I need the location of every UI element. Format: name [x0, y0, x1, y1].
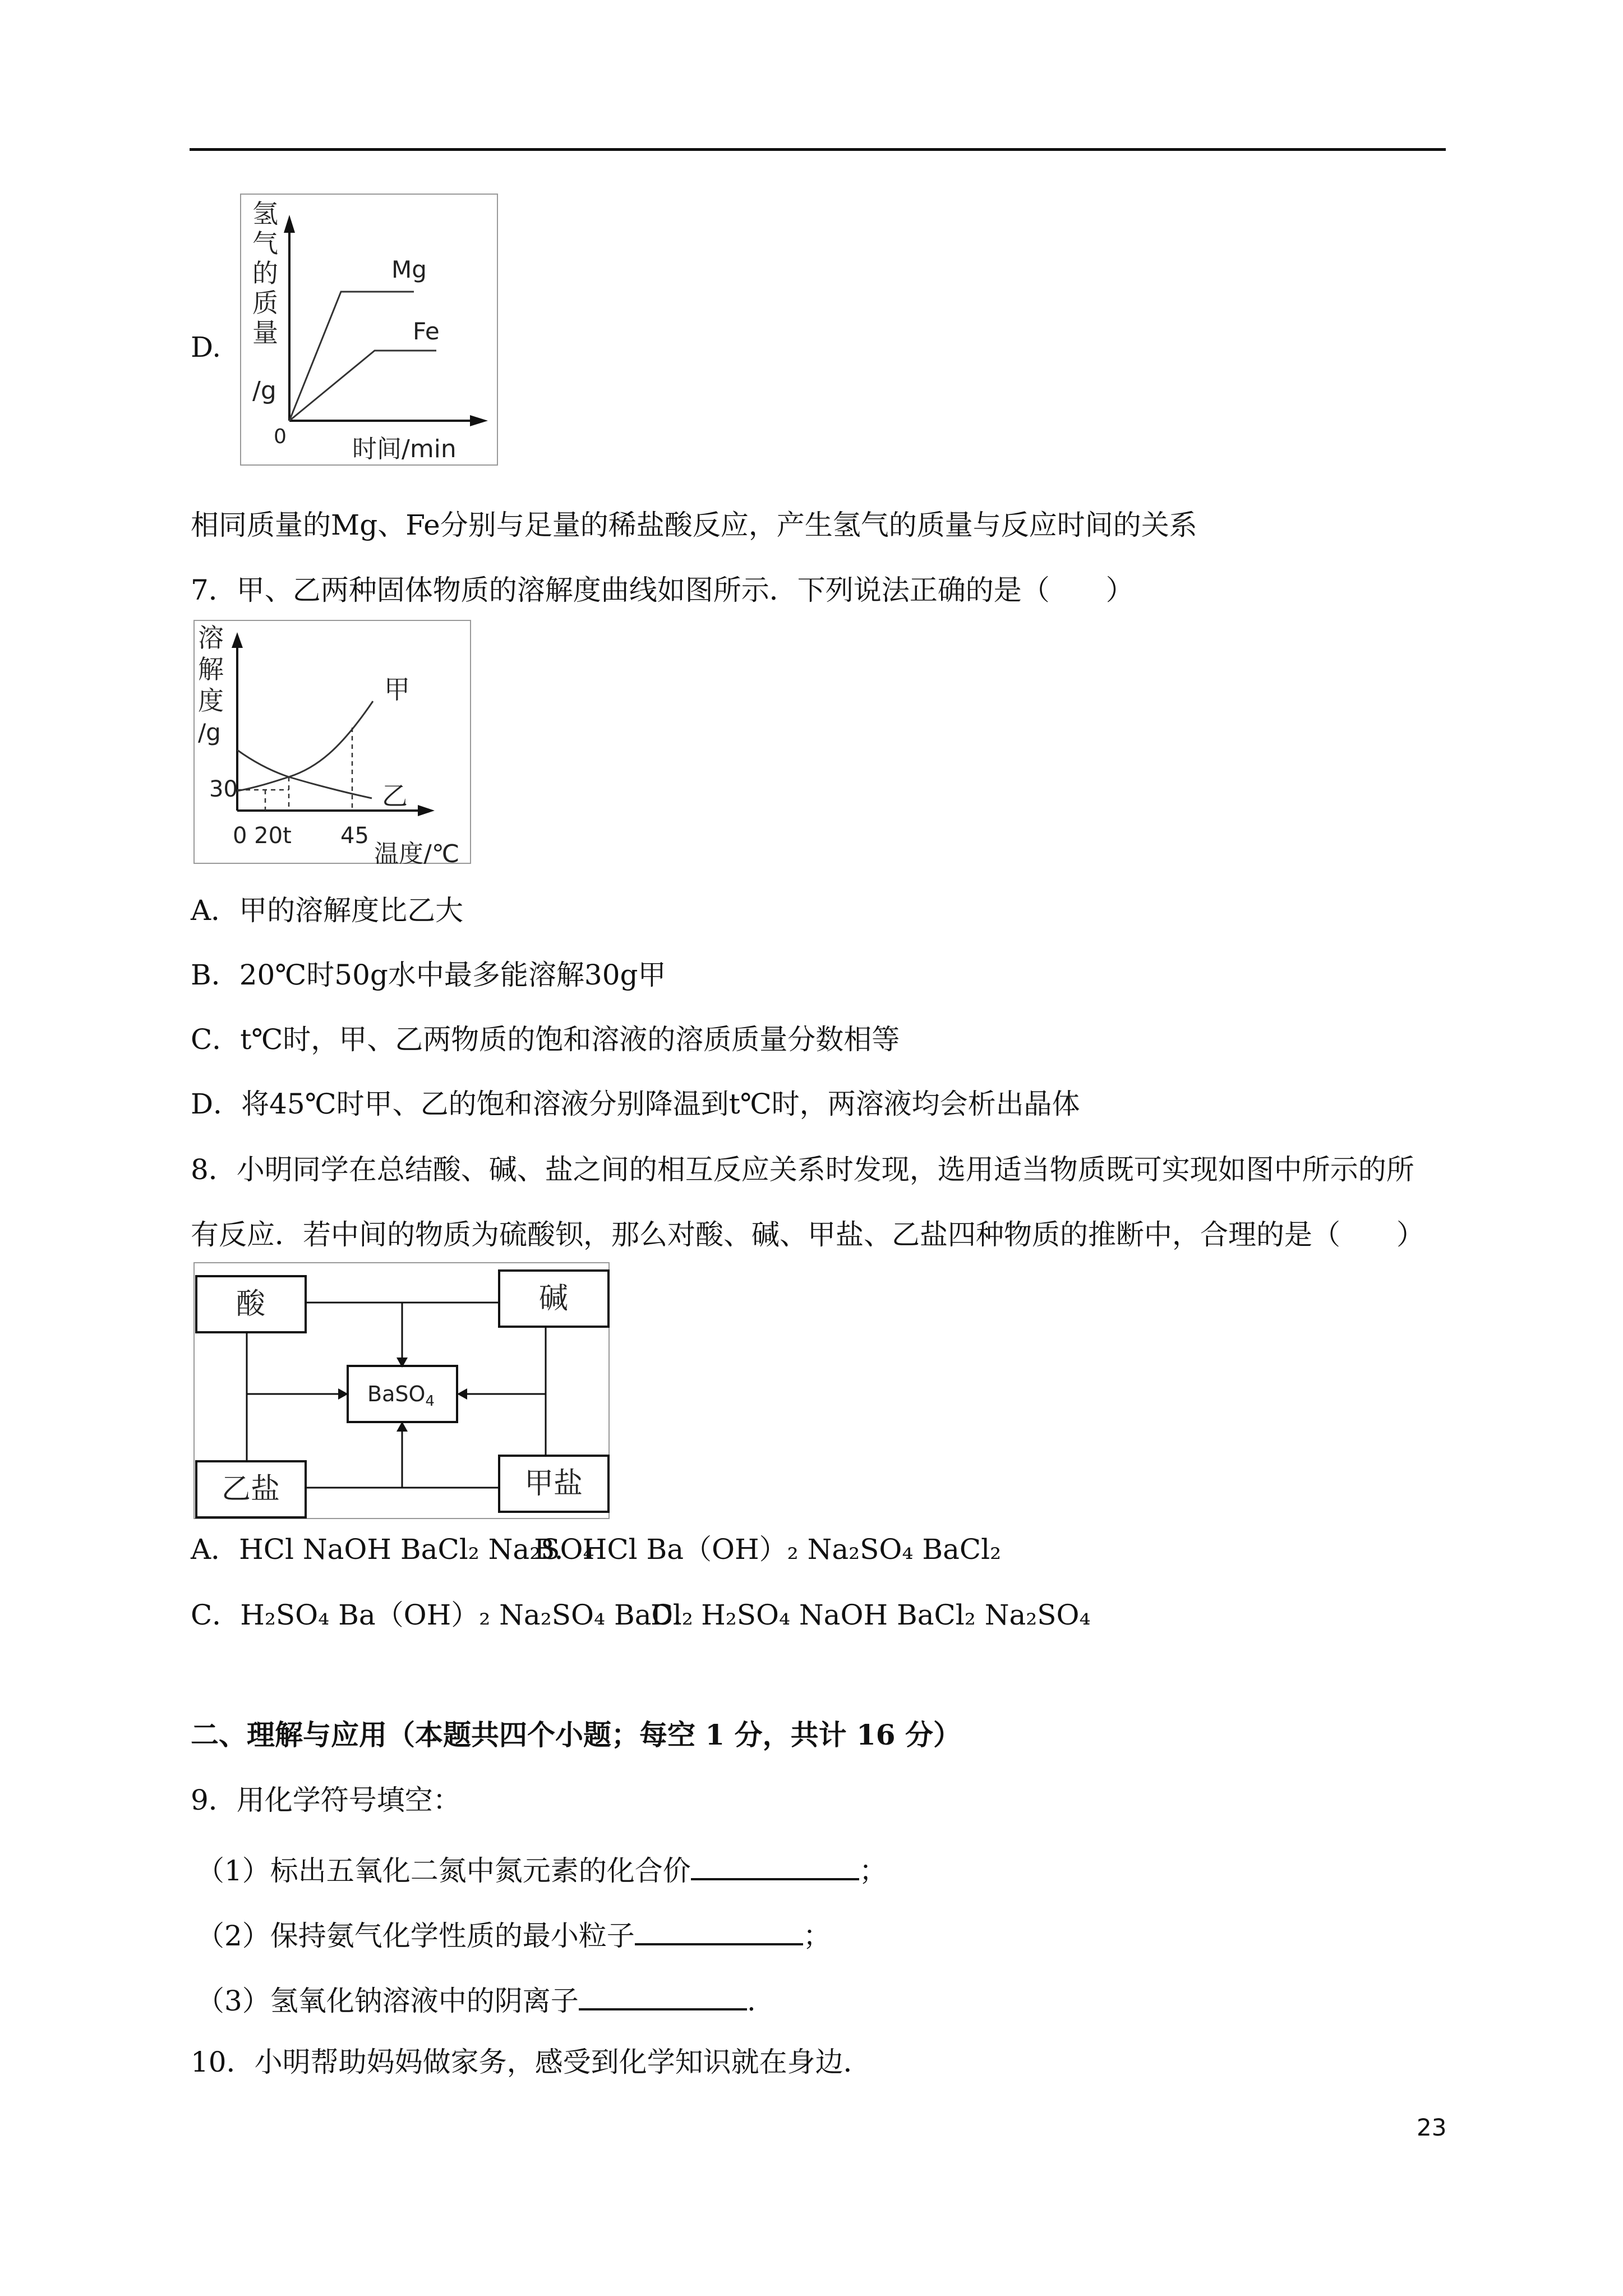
q7-option-b: B．20℃时50g水中最多能溶解30g甲 [191, 959, 666, 991]
y-unit: /g [252, 376, 276, 405]
page-number: 23 [1417, 2114, 1447, 2141]
x-tick-45: 45 [340, 823, 369, 849]
y-label-char: 气 [252, 228, 278, 259]
q9-item-3 [196, 1979, 756, 2018]
q8-option-b: B．HCl Ba（OH）₂ Na₂SO₄ BaCl₂ [534, 1533, 1002, 1566]
arrow-head [457, 1388, 467, 1400]
q7-option-c: C．t℃时，甲、乙两物质的饱和溶液的溶质质量分数相等 [191, 1023, 900, 1056]
y-axis-arrow [284, 215, 295, 233]
q9-item-2 [196, 1914, 831, 1953]
q8-option-c: C．H₂SO₄ Ba（OH）₂ Na₂SO₄ BaCl₂ [191, 1599, 693, 1631]
series-fe-label: Fe [413, 318, 440, 345]
q8-option-a: A．HCl NaOH BaCl₂ Na₂SO₄ [191, 1533, 594, 1566]
y-tick-30: 30 [209, 776, 238, 802]
reaction-diagram [193, 1262, 611, 1520]
q7-option-a: A．甲的溶解度比乙大 [191, 894, 464, 927]
answer-blank-1[interactable] [691, 1849, 859, 1880]
y-label-char: 质 [252, 288, 278, 318]
q10-stem: 10．小明帮助妈妈做家务，感受到化学知识就在身边． [191, 2046, 872, 2078]
y-label-char: 解 [198, 654, 224, 684]
q6-option-letter: D. [191, 331, 222, 364]
y-unit: /g [198, 719, 221, 746]
x-axis-arrow [470, 415, 488, 426]
q7-stem: 7．甲、乙两种固体物质的溶解度曲线如图所示．下列说法正确的是（ ） [191, 574, 1134, 606]
graph-frame [241, 194, 497, 465]
acid-label: 酸 [236, 1287, 266, 1321]
answer-blank-2[interactable] [635, 1914, 803, 1945]
q9-item-1-text: （1）标出五氧化二氮中氮元素的化合价 [196, 1855, 691, 1887]
answer-blank-3[interactable] [579, 1979, 747, 2010]
q8-stem-line2: 有反应．若中间的物质为硫酸钡，那么对酸、碱、甲盐、乙盐四种物质的推断中，合理的是（ ） [191, 1218, 1424, 1251]
solubility-graph [193, 620, 471, 864]
salt-jia-label: 甲盐 [524, 1467, 583, 1501]
q9-item-2-end: ； [803, 1920, 831, 1952]
base-label: 碱 [538, 1282, 569, 1315]
y-label-char: 溶 [198, 623, 224, 653]
x-axis-label: 时间/min [352, 435, 457, 463]
hydrogen-mass-graph [240, 194, 498, 466]
series-mg-label: Mg [391, 256, 427, 283]
q8-stem-line1: 8．小明同学在总结酸、碱、盐之间的相互反应关系时发现，选用适当物质既可实现如图中所示的所 [191, 1153, 1414, 1186]
x-axis-label: 温度/℃ [374, 840, 460, 864]
origin-label: 0 [274, 425, 287, 448]
q9-stem: 9．用化学符号填空： [191, 1784, 461, 1816]
q9-item-1-end: ； [859, 1855, 887, 1887]
mg-curve [289, 292, 414, 421]
y-label-char: 的 [252, 258, 278, 288]
q9-item-3-end: . [746, 1985, 756, 2017]
series-yi-label: 乙 [382, 781, 408, 811]
q7-option-d: D．将45℃时甲、乙的饱和溶液分别降温到t℃时，两溶液均会析出晶体 [191, 1088, 1080, 1120]
q9-item-3-text: （3）氢氧化钠溶液中的阴离子 [196, 1985, 579, 2017]
x-ticks-0-20-t: 0 20t [233, 823, 292, 849]
q9-item-1 [196, 1849, 887, 1888]
q9-item-2-text: （2）保持氨气化学性质的最小粒子 [196, 1920, 635, 1952]
y-label-char: 度 [198, 685, 224, 716]
header-rule [190, 148, 1446, 151]
y-axis-arrow [232, 632, 243, 648]
section-heading: 二、理解与应用（本题共四个小题；每空 1 分，共计 16 分） [191, 1718, 961, 1751]
baso4-label: BaSO$_4$ [367, 1382, 435, 1410]
series-jia-label: 甲 [384, 674, 410, 705]
q6-caption: 相同质量的Mg、Fe分别与足量的稀盐酸反应，产生氢气的质量与反应时间的关系 [191, 509, 1197, 541]
x-axis-arrow [418, 805, 435, 816]
y-label-char: 量 [252, 318, 278, 348]
fe-curve [289, 351, 436, 421]
q8-option-d: D．H₂SO₄ NaOH BaCl₂ Na₂SO₄ [651, 1599, 1091, 1631]
salt-yi-label: 乙盐 [221, 1473, 280, 1506]
y-label-char: 氢 [252, 199, 278, 229]
